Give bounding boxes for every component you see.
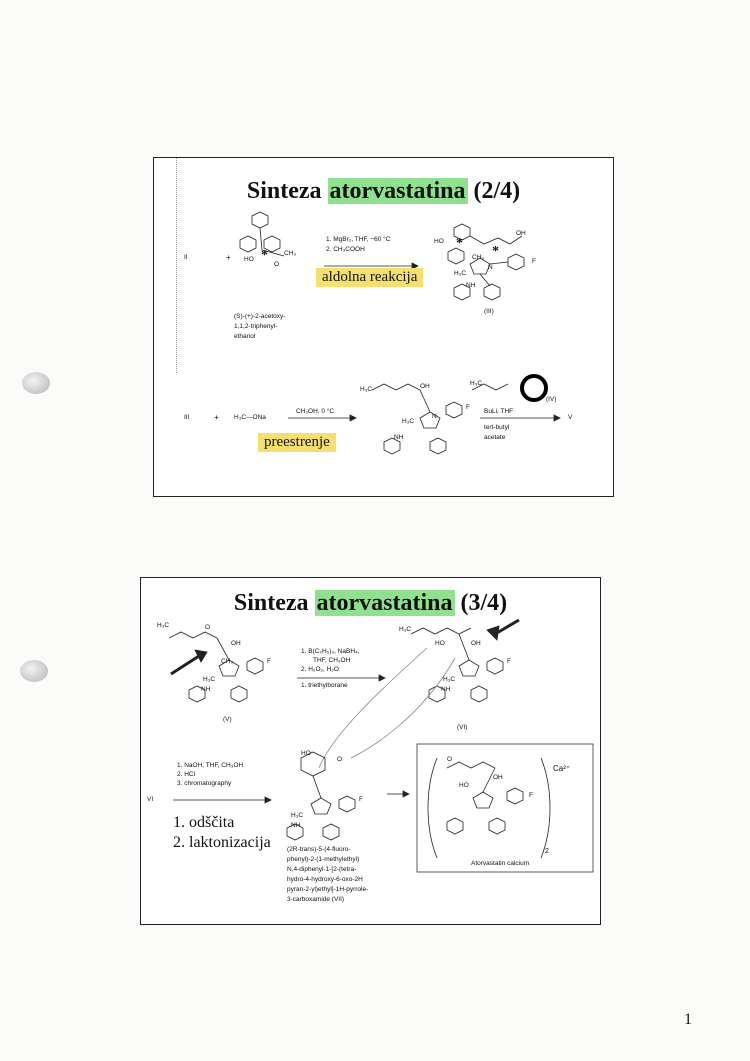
arrow1-note: 1. triethylborane (301, 682, 348, 689)
label-ho: HO (244, 256, 254, 263)
note-odscita: 1. odščita (173, 814, 235, 831)
product-f: F (532, 258, 536, 265)
sm-h3c: H₃C (157, 622, 170, 629)
product-star-2: * (492, 244, 499, 259)
salt-name: Atorvastatin calcium (471, 860, 530, 867)
ester-nh: NH (394, 434, 404, 441)
arrow2-condition: CH₃OH, 0 °C (296, 408, 335, 415)
title-suffix: (2/4) (467, 178, 521, 204)
salt-subscript: 2 (545, 848, 549, 855)
sm-nh: NH (201, 686, 211, 693)
product-nh: NH (466, 282, 476, 289)
lactone-name-3: N,4-diphenyl-1-[2-(tetra- (287, 866, 357, 873)
vi-oh: OH (471, 640, 481, 647)
circle-highlight (522, 376, 546, 400)
arrow3-name-line2: acetate (484, 434, 506, 441)
label-vi-start: VI (147, 796, 154, 803)
salt-o: O (447, 756, 453, 763)
salt-charge: Ca²⁺ (553, 764, 571, 773)
ester-n: N (432, 413, 437, 420)
label-ii: II (184, 254, 188, 261)
title-prefix: Sinteza (246, 178, 328, 204)
sm-h3c-2: H₃C (203, 676, 216, 683)
product-oh: OH (516, 230, 526, 237)
vi-nh: NH (441, 686, 451, 693)
vi-h3c: H₃C (399, 626, 412, 633)
phenyl-ring (252, 212, 268, 228)
sm-oh: OH (231, 640, 241, 647)
reagent-name-line1: (S)-(+)-2-acetoxy- (234, 313, 286, 320)
title-suffix: (3/4) (454, 590, 508, 616)
ester-oh: OH (420, 383, 430, 390)
title-prefix: Sinteza (233, 590, 315, 616)
slide-synthesis-3-of-4 (140, 577, 601, 925)
label-iv: (IV) (546, 396, 557, 403)
lactone-nh: NH (291, 822, 301, 829)
title-highlight: atorvastatina (316, 590, 453, 616)
page-number: 1 (684, 1011, 692, 1028)
lactone-o: O (337, 756, 343, 763)
lactone-ho: HO (301, 750, 311, 757)
plus-sign: + (226, 253, 231, 262)
arrow1-condition-2: 2. CH₃COOH (326, 246, 365, 253)
sm-f: F (267, 658, 271, 665)
phenyl-ring (240, 236, 256, 252)
salt-f: F (529, 792, 533, 799)
tbu-h3c: H₃C (470, 380, 483, 387)
highlight-aldolna-reakcija: aldolna reakcija (316, 268, 423, 287)
note-laktonizacija: 2. laktonizacija (173, 834, 271, 851)
reaction-scheme-1 (154, 158, 615, 498)
lactone-name-2: phenyl)-2-(1-methylethyl) (287, 856, 360, 863)
arrow2-step2: 2. HCl (177, 771, 196, 778)
product-star-1: * (456, 236, 463, 251)
label-iii: III (184, 414, 190, 421)
sm-o: O (205, 624, 211, 631)
lactone-name-5: pyran-2-yl)ethyl]-1H-pyrrole- (287, 886, 369, 893)
plus-sign-2: + (214, 413, 219, 422)
label-o: O (274, 261, 280, 268)
title-highlight: atorvastatina (329, 178, 466, 204)
vi-f: F (507, 658, 511, 665)
product-iii-label: (III) (484, 308, 494, 315)
salt-oh: OH (493, 774, 503, 781)
arrow1-step1b: THF, CH₃OH (313, 657, 351, 664)
reagent-name-line2: 1,1,2-triphenyl- (234, 323, 278, 330)
arrow3-reagent: BuLi, THF (484, 408, 514, 415)
lactone-h3c: H₃C (291, 812, 304, 819)
punch-hole-bottom (20, 660, 48, 682)
ester-h3c-2: H₃C (402, 418, 415, 425)
arrow2-step3: 3. chromatography (177, 780, 232, 787)
arrow1-step1: 1. B(C₂H₅)₃, NaBH₄, (301, 648, 360, 655)
product-h3c: H₃C (454, 270, 467, 277)
slide-synthesis-2-of-4 (153, 157, 614, 497)
product-n: N (488, 264, 493, 271)
ester-f: F (466, 404, 470, 411)
sm-ch3: CH₃ (221, 658, 234, 665)
lactone-name-4: hydro-4-hydroxy-6-oxo-2H (287, 876, 363, 883)
arrow1-step2: 2. H₂O₂, H₂O (301, 666, 339, 673)
label-vi: (VI) (457, 724, 468, 731)
label-v: V (568, 414, 573, 421)
punch-hole-top (22, 372, 50, 394)
reagent-name-line3: ethanol (234, 333, 256, 340)
ester-h3c: H₃C (360, 386, 373, 393)
product-ch3: CH₃ (472, 254, 485, 261)
arrow2-step1: 1. NaOH, THF, CH₃OH (177, 762, 244, 769)
highlight-preestrenje: preestrenje (258, 433, 336, 452)
product-ho: HO (434, 238, 444, 245)
lactone-name-6: 3-carboxamide (VII) (287, 896, 345, 903)
vi-ho: HO (435, 640, 445, 647)
lactone-name-1: (2R-trans)-5-(4-fluoro- (287, 846, 351, 853)
reaction-scheme-2 (141, 578, 602, 926)
label-v: (V) (223, 716, 232, 723)
salt-ho: HO (459, 782, 469, 789)
stereocenter-star: * (261, 248, 268, 263)
arrow1-condition-1: 1. MgBr₂, THF, −60 °C (326, 236, 391, 243)
arrow3-name-line1: tert-butyl (484, 424, 510, 431)
label-ch3: CH₃ (284, 250, 297, 257)
lactone-f: F (359, 796, 363, 803)
reagent-sodium-methoxide: H₃C—ONa (234, 414, 266, 421)
vi-h3c-2: H₃C (443, 676, 456, 683)
